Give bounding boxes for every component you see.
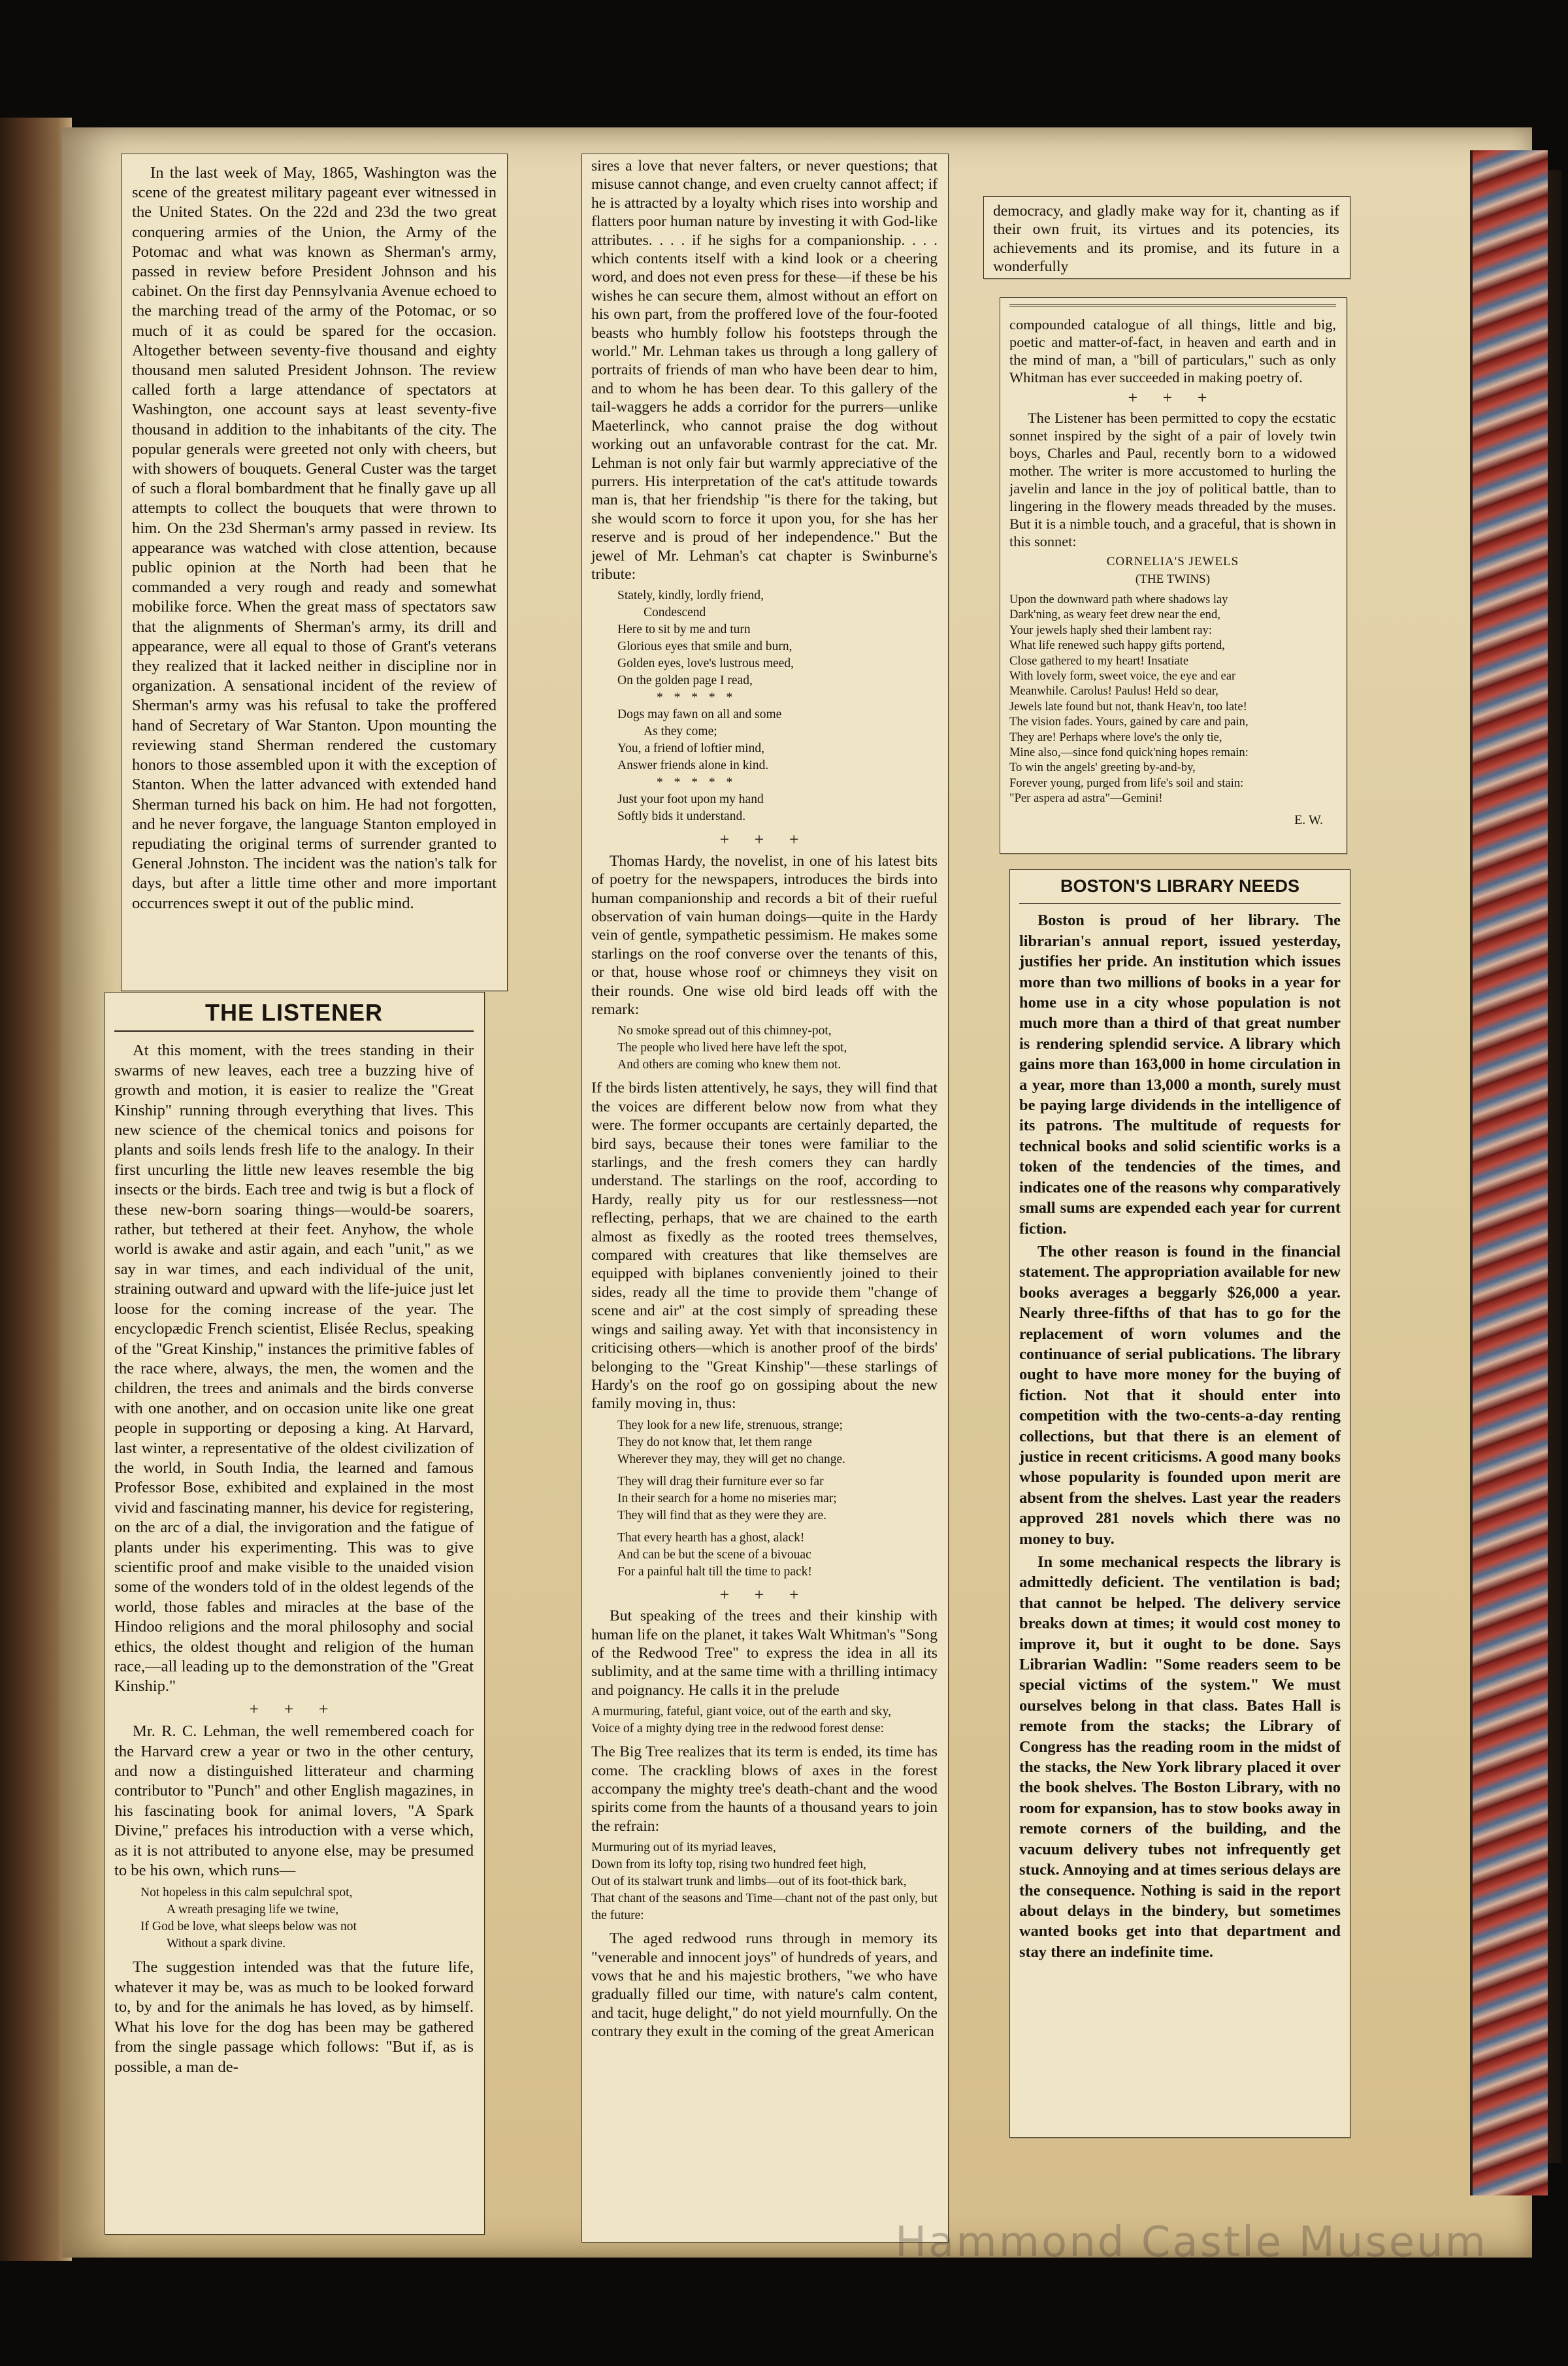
col3-paragraph-2: The Listener has been permitted to copy the ecstatic sonnet inspired by the sight of a pair of lovely twin boys, Charles and Paul, recently born to a widowed mother. The writer is more accustomed to hurling the javelin and lance in the joy of political battle, than to lingering in the flowery meads threaded by the muses. But it is a nimble touch, and a graceful, that is shown in this sonnet:: [1009, 410, 1336, 550]
poem-line: In their search for a home no miseries mar;: [617, 1491, 837, 1505]
section-ornament: + + +: [719, 1585, 809, 1604]
poem-line: Out of its stalwart trunk and limbs—out of its foot-thick bark,: [591, 1875, 907, 1889]
poem-line: You, a friend of loftier mind,: [617, 742, 764, 756]
col2-paragraph-2: Thomas Hardy, the novelist, in one of his latest bits of poetry for the newspapers, introduces the birds into human companionship and records a bit of their rueful observation of vain human doings—quite in the Hardy vein of gentle, sympathetic pessimism. He makes some starlings on the roof converse over the tenants of this, or that, house whose roof or chimneys they visit on their rounds. One wise old bird leads off with the remark:: [591, 852, 938, 1018]
sonnet-line: "Per aspera ad astra"—Gemini!: [1009, 791, 1163, 806]
poem-line: As they come;: [644, 725, 717, 739]
poem-line: That every hearth has a ghost, alack!: [617, 1530, 805, 1545]
sonnet-line: The vision fades. Yours, gained by care and pain,: [1009, 715, 1249, 729]
poem-line: Glorious eyes that smile and burn,: [617, 640, 792, 654]
poem-line: Golden eyes, love's lustrous meed,: [617, 657, 794, 671]
sonnet-line: Mine also,—since fond quick'ning hopes remain:: [1009, 746, 1249, 760]
clipping-cornelias-jewels: [1000, 297, 1347, 854]
boston-paragraph-2: The other reason is found in the financial statement. The appropriation available for new books averages a beggarly $26,000 a year. Nearly three-fifths of that has to go for the replacement of worn volumes and the continuance of serial publications. The library ought to have more money for the buying of fiction. Not that it should enter into competition with the two-cents-a-day renting collections, but that there is an element of justice in recent criticisms. A good many books whose popularity is founded upon merit are absent from the shelves. Last year the readers approved 281 novels which there was no money to buy.: [1019, 1242, 1341, 1548]
poem-ellipsis: * * * * *: [657, 776, 737, 790]
boston-paragraph-1: Boston is proud of her library. The librarian's annual report, issued yesterday, justifies her pride. An institution which issues more than two millions of books in a year for home use in a city whose population is not much more than a third of that great number is rendering splendid service. A library which gains more than 163,000 in home circulation in a year, more than 13,000 a month, surely must be paying large dividends in the intelligence of its patrons. The multitude of requests for technical books and solid scientific works is a token of the tendencies of the times, and indicates one of the reasons why comparatively small sums are expended each year for current fiction.: [1019, 912, 1341, 1238]
clipping-listener-continued: [581, 154, 949, 2243]
sonnet-line: What life renewed such happy gifts portend,: [1009, 638, 1225, 653]
poem-line: Condescend: [644, 606, 706, 620]
col2-paragraph-3: If the birds listen attentively, he says, they will find that the voices are different below now from what they were. The former occupants are certainly departed, the bird says, because their tones were familiar to the starlings, and the fresh comers they can hardly understand. The starlings on the roof, according to Hardy, really pity us for our restlessness—not reflecting, perhaps, that we are chained to the earth almost as fixedly as the rooted trees themselves, compared with creatures that like themselves are equipped with biplanes conveniently joined to their sides, ready all the time to provide them "change of scene and air" at the cost simply of spreading these wings and sailing away. Yet with that inconsistency in criticising others—which is another proof of the birds' belonging to the "Great Kinship"—these starlings of Hardy's on the roof go on gossiping about the new family moving in, thus:: [591, 1079, 938, 1413]
book-spine-left: [0, 118, 72, 2261]
poem-line: Down from its lofty top, rising two hundred feet high,: [591, 1858, 866, 1872]
poem-line: Here to sit by me and turn: [617, 623, 751, 637]
poem-line: That chant of the seasons and Time—chant not of the past only, but the future:: [591, 1892, 938, 1923]
sonnet-line: Close gathered to my heart! Insatiate: [1009, 653, 1189, 668]
verse-line: Without a spark divine.: [167, 1937, 286, 1951]
verse-line: If God be love, what sleeps below was not: [140, 1920, 357, 1934]
col2-paragraph-5: The Big Tree realizes that its term is ended, its time has come. The crackling blows of axes in the forest accompany the mighty tree's death-chant and the wood spirits come from the haunts of a thousand years to join the refrain:: [591, 1743, 938, 1835]
clipping-army-review: [121, 154, 508, 991]
poem-line: Voice of a mighty dying tree in the redwood forest dense:: [591, 1722, 885, 1736]
sonnet-line: Dark'ning, as weary feet drew near the end,: [1009, 608, 1220, 622]
poem-line: For a painful halt till the time to pack!: [617, 1564, 812, 1579]
lehman-verse: [140, 1884, 474, 1952]
col3-paragraph-1: compounded catalogue of all things, little and big, poetic and matter-of-fact, in heaven and earth and in the mind of man, a "bill of particulars," such as only Whitman has ever succeeded in making poetry of.: [1009, 316, 1336, 386]
col2-paragraph-4: But speaking of the trees and their kinship with human life on the planet, it takes Walt Whitman's "Song of the Redwood Tree" to express the idea in all its sublimity, and at the same time with a thrilling intimacy and poignancy. He calls it in the prelude: [591, 1607, 938, 1699]
sonnet-line: Meanwhile. Carolus! Paulus! Held so dear,: [1009, 684, 1218, 698]
col3-top-paragraph: democracy, and gladly make way for it, chanting as if their own fruit, its virtues and its potencies, its achievements and its promise, and its future in a wonderfully: [993, 203, 1339, 276]
verse-line: A wreath presaging life we twine,: [167, 1903, 339, 1917]
clipping-whitman-continued: [983, 196, 1350, 279]
col2-paragraph-6: The aged redwood runs through in memory its "venerable and innocent joys" of hundreds of years, and vows that he and his majestic brothers, "we who have gradually filled our time, with nature's calm content, and tacit, huge delight," do not yield mournfully. On the contrary they exult in the coming of the great American: [591, 1930, 938, 2041]
sonnet-title: CORNELIA'S JEWELS: [1106, 555, 1239, 568]
listener-paragraph-2: Mr. R. C. Lehman, the well remembered coach for the Harvard crew a year or two in the other century, and now a distinguished litterateur and charming contributor to "Punch" and other English magazines, in his fascinating book for animal lovers, "A Spark Divine," prefaces his introduction with a verse which, as it is not attributed to anyone else, may be presumed to be his own, which runs—: [114, 1722, 474, 1880]
poem-line: Answer friends alone in kind.: [617, 759, 769, 773]
marbled-page-edge: [1470, 150, 1548, 2195]
poem-line: They will find that as they were they are.: [617, 1508, 827, 1522]
listener-paragraph-1: At this moment, with the trees standing in their swarms of new leaves, each tree a buzzing hive of growth and motion, it is easier to realize the "Great Kinship" running through everything that lives. This new science of the chemical tonics and poisons for plants and soils lends fresh life to the analogy. In their first uncurling the little new leaves resemble the big insects or the birds. Each tree and twig is but a flock of these new-born soaring things—would-be soarers, rather, but tethered at their feet. Anyhow, the whole world is awake and astir again, and each "unit," as we say in war times, and each individual of the unit, straining outward and upward with the life-juice just let loose for the coming increase of the year. The encyclopædic French scientist, Elisée Reclus, speaking of the "Great Kinship," instances the primitive fables of the race where, always, the men, the women and the children, the trees and animals and the birds converse with one another, and on occasion unite like one great people in supporting or deposing a king. At Harvard, last winter, a representative of the oldest civilization of the world, in South India, the learned and famous Professor Bose, exhibited and explained in the most vivid and fascinating manner, his device for registering, on the arc of a dial, the invigoration and the fatigue of plants under his experimenting. This was to give scientific proof and make visible to the unaided vision some of the wonders told of in the oldest legends of the world, those fables and miracles at the base of the Hindoo religions and the moral philosophy and social ethics, the oldest thought and religion of the human race,—all leading up to the demonstration of the "Great Kinship.": [114, 1042, 474, 1696]
sonnet-line: Upon the downward path where shadows lay: [1009, 593, 1228, 606]
poem-line: Dogs may fawn on all and some: [617, 708, 782, 722]
poem-line: No smoke spread out of this chimney-pot,: [617, 1024, 832, 1038]
poem-line: They will drag their furniture ever so far: [617, 1474, 824, 1488]
sonnet: [1009, 592, 1336, 806]
sonnet-line: Jewels late found but not, thank Heav'n, too late!: [1009, 699, 1247, 714]
divider-rule: [1009, 304, 1336, 306]
poem-ellipsis: * * * * *: [657, 691, 737, 705]
clipping-bostons-library-needs: [1009, 869, 1350, 2138]
museum-watermark: Hammond Castle Museum: [895, 2218, 1488, 2267]
listener-heading: THE LISTENER: [114, 998, 474, 1032]
hardy-poem-1: [617, 1023, 938, 1074]
poem-line: Softly bids it understand.: [617, 810, 746, 824]
listener-paragraph-3: The suggestion intended was that the future life, whatever it may be, was as much to be looked forward to, by and for the animals he has loved, as by himself. What his love for the dog has been may be gathered from the single passage which follows: "But if, as is possible, a man de-: [114, 1958, 474, 2076]
whitman-poem-1: [591, 1703, 938, 1737]
poem-line: Just your foot upon my hand: [617, 793, 764, 807]
clipping-the-listener: [105, 992, 485, 2235]
boston-paragraph-3: In some mechanical respects the library is admittedly deficient. The ventilation is bad; that cannot be helped. The delivery service breaks down at times; it would cost money to improve it, but it ought to be done. Says Librarian Wadlin: "Some readers seem to be special victims of the system." We must ourselves belong in that class. Bates Hall is remote from the stacks; the Library of Congress has the reading room in the midst of the stacks, the New York library placed it over the book shelves. The Boston Library, with no room for expansion, has to stow books away in remote corners of the building, and the vacuum delivery tubes not infrequently get stuck. Annoying and at times serious delays are the consequence. Nothing is said in the report about delays in the bindery, but sometimes wanted books get into that department and stay there an indefinite time.: [1019, 1553, 1341, 1961]
sonnet-line: To win the angels' greeting by-and-by,: [1009, 761, 1196, 775]
poem-line: Wherever they may, they will get no change.: [617, 1452, 846, 1466]
sonnet-line: They are! Perhaps where love's the only tie,: [1009, 730, 1222, 744]
swinburne-poem: [617, 587, 938, 825]
section-ornament: + + +: [249, 1699, 339, 1718]
boston-heading: BOSTON'S LIBRARY NEEDS: [1019, 872, 1341, 904]
poem-line: And others are coming who knew them not.: [617, 1058, 841, 1072]
sonnet-subtitle: (THE TWINS): [1135, 572, 1211, 586]
sonnet-line: Forever young, purged from life's soil and stain:: [1009, 776, 1244, 790]
poem-line: And can be but the scene of a bivouac: [617, 1547, 811, 1562]
col2-paragraph-1: sires a love that never falters, or never questions; that misuse cannot change, and even cruelty cannot affect; if he is attracted by a loyalty which rises into worship and flatters poor human nature by investing it with God-like attributes. . . . if he sighs for a companionship. . . . which contents itself with a kind look or a cheering word, and does not even press for these—if these be his wishes he can secure them, almost without an effort on his own part, from the proffered love of the four-footed beasts who humbly follow his footsteps through the world." Mr. Lehman takes us through a long gallery of portraits of friends of man who have been dear to him, and to whom he has been dear. To this gallery of the tail-waggers he adds a corridor for the purrers—unlike Maeterlinck, who cannot praise the dog without working out an unfavorable contrast for the cat. Mr. Lehman is not only fair but warmly appreciative of the purrers. His interpretation of the cat's attitude towards man is, that her friendship "is there for the taking, but she would scorn to force it upon you, for she has her reserve and is proud of her independence." But the jewel of Mr. Lehman's cat chapter is Swinburne's tribute:: [591, 157, 938, 583]
poem-line: They do not know that, let them range: [617, 1435, 812, 1449]
signature: E. W.: [1294, 812, 1323, 827]
poem-line: A murmuring, fateful, giant voice, out of the earth and sky,: [591, 1705, 892, 1719]
poem-line: They look for a new life, strenuous, strange;: [617, 1418, 843, 1432]
sonnet-line: With lovely form, sweet voice, the eye and ear: [1009, 669, 1236, 683]
verse-line: Not hopeless in this calm sepulchral spot,: [140, 1886, 353, 1900]
poem-line: On the golden page I read,: [617, 674, 753, 688]
hardy-poem-2: [617, 1417, 938, 1581]
whitman-poem-2: [591, 1839, 938, 1924]
section-ornament: + + +: [1128, 388, 1218, 407]
poem-line: The people who lived here have left the spot,: [617, 1041, 847, 1055]
sonnet-line: Your jewels haply shed their lambent ray:: [1009, 623, 1213, 637]
section-ornament: + + +: [719, 830, 809, 849]
poem-line: Stately, kindly, lordly friend,: [617, 589, 764, 603]
army-review-paragraph: In the last week of May, 1865, Washington was the scene of the greatest military pageant ever witnessed in the United States. On the 22d and 23d the two great conquering armies of the Union, the Army of the Potomac and what was known as Sherman's army, passed in review before President Johnson and his cabinet. On the first day Pennsylvania Avenue echoed to the marching tread of the army of the Potomac, or so much of it as could be spared for the occasion. Altogether between seventy-five thousand and eighty thousand men saluted President Johnson. The review called forth a large attendance of spectators at Washington, one account says at least seventy-five thousand in addition to the inhabitants of the city. The popular generals were greeted not only with cheers, but with showers of bouquets. General Custer was the target of such a floral bombardment that he finally gave up all attempts to collect the bouquets that were thrown to him. On the 23d Sherman's army passed in review. Its appearance was watched with close attention, because public opinion at the North had been that he commanded a very rough and ready and somewhat mobilike force. When the great mass of spectators saw that the alignments of Sherman's army, its drill and appearance, were all equal to those of Grant's veterans they realized that it lacked neither in discipline nor in organization. A sensational incident of the review of Sherman's army was his refusal to take the proffered hand of Secretary of War Stanton. Upon mounting the reviewing stand Sherman rendered the customary honors to those assembled upon it with the exception of Stanton. When the latter advanced with extended hand Sherman turned his back on him. He had not forgotten, and he never forgave, the language Stanton employed in repudiating the original terms of surrender granted to General Johnston. The incident was the nation's talk for days, but after a little time other and more important occurrences swept it out of the public mind.: [132, 164, 497, 912]
poem-line: Murmuring out of its myriad leaves,: [591, 1841, 776, 1855]
